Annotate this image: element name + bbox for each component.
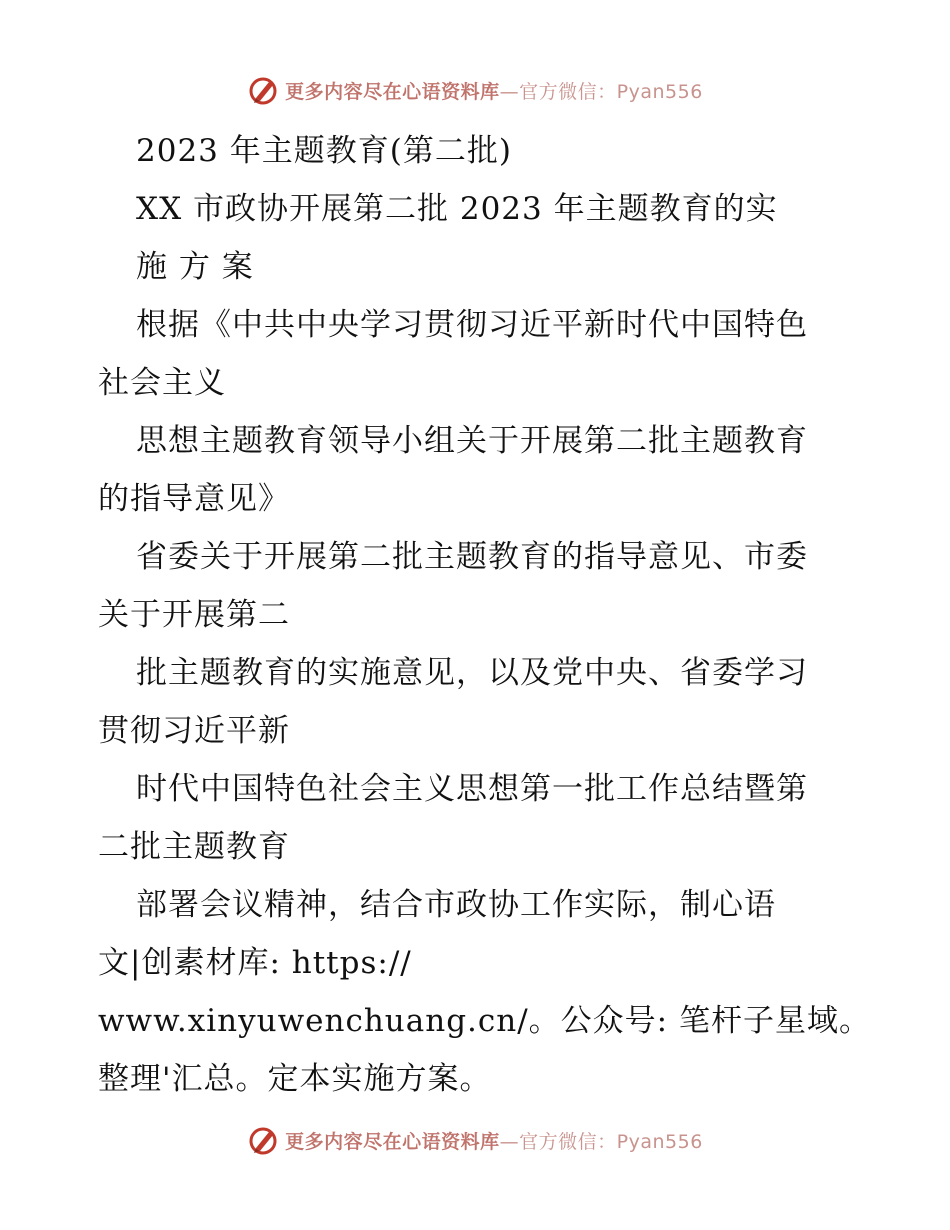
document-body	[98, 122, 871, 1108]
doc-line: 思想主题教育领导小组关于开展第二批主题教育	[136, 423, 808, 459]
footer-watermark-banner	[0, 1120, 950, 1160]
watermark-text	[285, 77, 703, 104]
doc-line: 时代中国特色社会主义思想第一批工作总结暨第	[136, 771, 808, 807]
doc-line: 贯彻习近平新	[98, 713, 290, 749]
doc-line: 根据《中共中央学习贯彻习近平新时代中国特色	[136, 307, 808, 343]
doc-line: 整理'汇总。定本实施方案。	[98, 1061, 492, 1097]
doc-line: 省委关于开展第二批主题教育的指导意见、市委	[136, 539, 808, 575]
doc-line: 的指导意见》	[98, 481, 290, 517]
watermark-site-text: 更多内容尽在心语资料库	[285, 1130, 500, 1153]
doc-line: 批主题教育的实施意见，以及党中央、省委学习	[136, 655, 808, 691]
header-watermark-banner	[0, 70, 950, 110]
doc-line: 社会主义	[98, 365, 226, 401]
doc-line: 关于开展第二	[98, 597, 290, 633]
pen-logo-icon	[247, 74, 279, 106]
doc-line: 文|创素材库: https://	[98, 945, 412, 981]
doc-line: 2023 年主题教育(第二批)	[136, 133, 512, 169]
watermark-site-text: 更多内容尽在心语资料库	[285, 80, 500, 103]
pen-logo-icon	[247, 1124, 279, 1156]
watermark-contact-text: —官方微信：Pyan556	[499, 80, 703, 103]
doc-line: XX 市政协开展第二批 2023 年主题教育的实	[136, 191, 778, 227]
doc-line: www.xinyuwenchuang.cn/。公众号: 笔杆子星域。	[98, 1003, 871, 1039]
doc-line: 二批主题教育	[98, 829, 290, 865]
watermark-contact-text: —官方微信：Pyan556	[499, 1130, 703, 1153]
doc-line: 部署会议精神，结合市政协工作实际，制心语	[136, 887, 776, 923]
doc-line: 施 方 案	[136, 249, 254, 285]
watermark-text	[285, 1127, 703, 1154]
